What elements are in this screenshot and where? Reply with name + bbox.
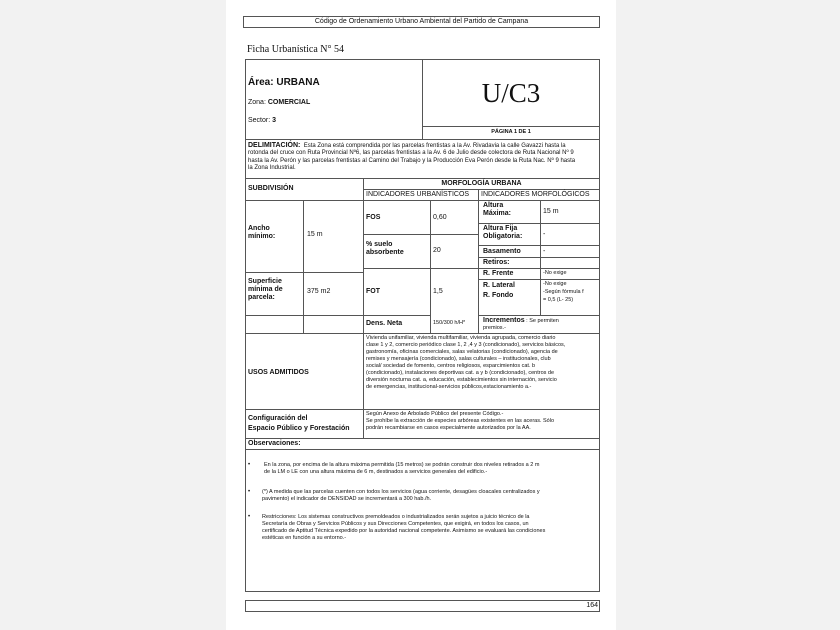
- obs-2-line-1: (*) A medida que las parcelas cuenten con todos los servicios (agua corriente, desagües cloacales centralizados y: [262, 489, 540, 495]
- superficie-label-3: parcela:: [248, 294, 275, 301]
- usos-line-7: diversión nocturna cat. a, educación, establecimientos sin internación, servicio: [366, 377, 557, 383]
- usos-text: [366, 335, 598, 391]
- obs-bullet-2: •: [248, 489, 251, 495]
- fos-value: 0,60: [433, 214, 447, 221]
- incrementos-label: Incrementos: [483, 317, 525, 324]
- r-fondo-label: R. Fondo: [483, 292, 514, 299]
- config-line-3: podrán recambiarse en casos especialmente autorizados por la AA.: [366, 425, 531, 431]
- altura-maxima-label-1: Altura: [483, 202, 504, 209]
- subdivision-heading: SUBDIVISIÓN: [248, 185, 294, 192]
- footer-box: [245, 600, 600, 612]
- superficie-label-2: mínima de: [248, 286, 283, 293]
- densidad-value: 150/300 h/H*: [433, 320, 466, 326]
- config-line-2: Se prohíbe la extracción de especies arbóreas existentes en las aceras. Sólo: [366, 418, 555, 424]
- delimitacion-block: [248, 142, 598, 173]
- altura-fija-label-2: Obligatoria:: [483, 233, 523, 240]
- ancho-value: 15 m: [307, 231, 323, 238]
- zona-row: [248, 99, 310, 107]
- densidad-label: Dens. Neta: [366, 320, 403, 327]
- ancho-label-1: Ancho: [248, 225, 270, 232]
- page-indicator: PÁGINA 1 DE 1: [491, 129, 531, 135]
- fot-value: 1,5: [433, 288, 443, 295]
- suelo-label-2: absorbente: [366, 249, 404, 256]
- config-label: [248, 414, 350, 434]
- r-fondo-value-2: = 0,5 (L- 25): [543, 297, 574, 303]
- incrementos-block: [483, 317, 559, 332]
- delimitacion-line-2: rotonda del cruce con Ruta Provincial Nº6, las parcelas frentistas a la Av. 6 de Julio desde colectora de Ruta Nacional Nº 9: [248, 150, 574, 157]
- altura-fija-label-1: Altura Fija: [483, 225, 518, 232]
- usos-line-3: gastronomía, oficinas comerciales, salas velatorias (condicionado), agencia de: [366, 349, 558, 355]
- sector-value: 3: [272, 117, 277, 124]
- suelo-value: 20: [433, 247, 441, 254]
- delimitacion-line-4: la Zona Industrial.: [248, 165, 296, 172]
- config-text: [366, 411, 598, 432]
- obs-bullet-3: •: [248, 514, 251, 520]
- sector-label: Sector:: [248, 117, 271, 124]
- obs-1-line-1: En la zona, por encima de la altura máxima permitida (15 metros) se podrán construir dos niveles retirados a 2 m: [264, 462, 540, 468]
- zona-value: COMERCIAL: [267, 99, 311, 106]
- obs-3-line-2: Secretaría de Obras y Servicios Públicos y sus Direcciones Competentes, que exigirá, en todos los casos, un: [262, 521, 529, 527]
- superficie-label-1: Superficie: [248, 278, 282, 285]
- r-fondo-value-1: -Según fórmula f: [543, 289, 584, 295]
- config-line-1: Según Anexo de Arbolado Público del presente Código.-: [366, 411, 504, 417]
- page-number: 164: [586, 602, 598, 609]
- ancho-label: [248, 225, 275, 241]
- r-lateral-value: -No exige: [543, 281, 567, 287]
- area-row: [248, 77, 320, 88]
- observaciones-label: Observaciones:: [248, 440, 301, 447]
- altura-fija-value: -: [543, 231, 546, 238]
- delimitacion-line-3: hasta la Av. Perón y las parcelas frentistas al Camino del Trabajo y la Producción Eva Perón desde la Ruta Nac. Nº 9 hasta: [248, 157, 576, 164]
- retiros-label: Retiros:: [483, 259, 510, 266]
- obs-3-line-3: certificado de Aptitud Técnica expedido por la autoridad nacional competente. Asimismo se evaluará las condiciones: [262, 528, 546, 534]
- delimitacion-label: DELIMITACIÓN:: [248, 142, 301, 149]
- header-title: Código de Ordenamiento Urbano Ambiental del Partido de Campana: [314, 18, 529, 25]
- ancho-label-2: mínimo:: [248, 233, 276, 240]
- obs-1: [264, 462, 598, 476]
- altura-fija-label: [483, 225, 522, 241]
- usos-line-5: social/ sociedad de fomento, centros religiosos, esparcimientos cat. b: [366, 363, 536, 369]
- fos-label: FOS: [366, 214, 381, 221]
- basamento-label: Basamento: [483, 248, 521, 255]
- obs-3-line-4: estéticas en función a su entorno.-: [262, 535, 347, 541]
- usos-line-1: Vivienda unifamiliar, vivienda multifamiliar, vivienda agrupada, comercio diario: [366, 335, 556, 341]
- usos-line-6: (condicionado), instalaciones deportivas cat. a y b (condicionado), centros de: [366, 370, 555, 376]
- suelo-label-1: % suelo: [366, 241, 393, 248]
- usos-label: USOS ADMITIDOS: [248, 369, 309, 376]
- zona-label: Zona:: [248, 99, 266, 106]
- obs-3: [262, 514, 598, 542]
- obs-1-line-2: de la LM o LE con una altura máxima de 6 m, destinados a servicios generales del edificio.-: [264, 469, 488, 475]
- altura-maxima-label-2: Máxima:: [483, 210, 512, 217]
- superficie-label: [248, 278, 283, 302]
- r-lateral-label: R. Lateral: [483, 282, 515, 289]
- area-value: URBANA: [276, 77, 320, 88]
- altura-maxima-label: [483, 202, 511, 218]
- config-label-2: Espacio Público y Forestación: [248, 425, 350, 432]
- r-frente-label: R. Frente: [483, 270, 514, 277]
- incrementos-value-2: premios.-: [483, 325, 506, 331]
- obs-3-line-1: Restricciones: Los sistemas constructivos premoldeados o industrializados serán sujetos a juicio técnico de la: [262, 514, 530, 520]
- ind-urbanisticos-heading: INDICADORES URBANÍSTICOS: [366, 191, 470, 198]
- usos-line-4: remises y mensajería (condicionado), salas culturales – institucionales, club: [366, 356, 551, 362]
- suelo-label: [366, 241, 404, 257]
- delimitacion-line-1: Esta Zona está comprendida por las parcelas frentistas a la Av. Rivadavia la calle Gavazzi hasta la: [303, 143, 566, 149]
- obs-bullet-1: •: [248, 462, 251, 468]
- area-label: Área:: [248, 77, 274, 88]
- incrementos-value-1: : Se permiten: [526, 318, 559, 324]
- altura-maxima-value: 15 m: [543, 208, 559, 215]
- ficha-title: Ficha Urbanística N° 54: [247, 44, 345, 55]
- superficie-value: 375 m2: [307, 288, 331, 295]
- ind-morfologicos-heading: INDICADORES MORFOLÓGICOS: [481, 191, 590, 198]
- basamento-value: -: [543, 248, 546, 255]
- usos-line-2: clase 1 y 2, comercio periódico clase 1, 2 ,4 y 3 (condicionado), servicios básicos,: [366, 342, 566, 348]
- r-frente-value: -No exige: [543, 270, 567, 276]
- zone-code: U/C3: [481, 78, 541, 108]
- obs-2: [262, 489, 598, 503]
- fot-label: FOT: [366, 288, 380, 295]
- morfologia-heading: MORFOLOGÍA URBANA: [441, 180, 522, 187]
- obs-2-line-2: pavimento) el indicador de DENSIDAD se incrementará a 300 hab./h.: [262, 496, 432, 502]
- config-label-1: Configuración del: [248, 415, 308, 422]
- sector-row: [248, 117, 276, 125]
- usos-line-8: de emergencias, institucional-servicios públicos,estacionamiento a.-: [366, 384, 532, 390]
